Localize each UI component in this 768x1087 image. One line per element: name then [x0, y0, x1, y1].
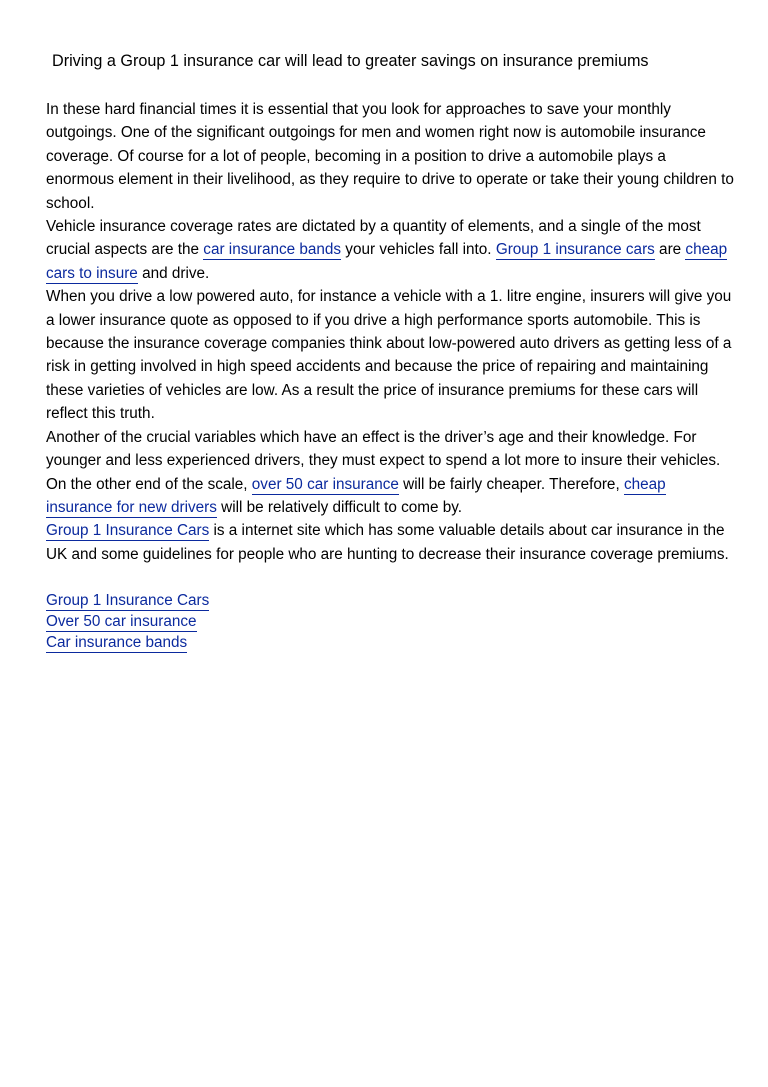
paragraph-low-powered: When you drive a low powered auto, for instance a vehicle with a 1. litre engine, insurers will give you a lower insurance quote as opposed to if you drive a high performance sports automobile. This is because the insurance coverage companies think about low-powered auto drivers as getting less of a risk in getting involved in high speed accidents and because the price of repairing and maintaining these varieties of vehicles are low. As a result the price of insurance premiums for these cars will reflect this truth. — [46, 288, 732, 423]
paragraph-rates-text-a: Vehicle insurance coverage rates are dictated by a quantity of elements, and a single of the most crucial aspects are the — [46, 218, 701, 259]
group-1-insurance-cars-site-link[interactable]: Group 1 Insurance Cars — [46, 522, 210, 540]
group-1-insurance-cars-link[interactable]: Group 1 insurance cars — [495, 241, 655, 259]
footer-link-car-insurance-bands[interactable]: Car insurance bands — [46, 633, 188, 651]
paragraph-site-text: is a internet site which has some valuable details about car insurance in the UK and some guidelines for people who are hunting to decrease their insurance coverage premiums. — [46, 522, 729, 563]
footer-link-over-50-car-insurance[interactable]: Over 50 car insurance — [46, 612, 197, 630]
paragraph-intro: In these hard financial times it is essential that you look for approaches to save your monthly outgoings. One of the significant outgoings for men and women right now is automobile insurance coverage. Of course for a lot of people, becoming in a position to drive a automobile plays a enormous element in their livelihood, as they require to drive to operate or take their young children to school. — [46, 101, 734, 212]
over-50-car-insurance-link[interactable]: over 50 car insurance — [251, 475, 399, 493]
document-body — [46, 98, 736, 653]
link-list — [46, 590, 736, 653]
paragraph-rates — [46, 215, 736, 285]
paragraph-age-text-b: will be fairly cheaper. Therefore, — [398, 475, 624, 493]
link-list-item — [46, 590, 736, 611]
link-list-item — [46, 611, 736, 632]
link-list-item — [46, 632, 736, 653]
cheap-insurance-for-new-drivers-link[interactable]: cheap insurance for new drivers — [46, 475, 666, 516]
paragraph-age-text-c: will be relatively difficult to come by. — [216, 498, 463, 516]
footer-link-group-1-insurance-cars[interactable]: Group 1 Insurance Cars — [46, 591, 210, 609]
cheap-cars-to-insure-link[interactable]: cheap cars to insure — [46, 241, 728, 282]
paragraph-rates-text-b: your vehicles fall into. — [341, 241, 496, 259]
paragraph-site — [46, 519, 736, 566]
car-insurance-bands-link[interactable]: car insurance bands — [203, 241, 342, 259]
paragraph-rates-text-c: are — [654, 241, 686, 259]
paragraph-age — [46, 426, 736, 520]
paragraph-age-text-a: Another of the crucial variables which have an effect is the driver’s age and their knowledge. For younger and less experienced drivers, they must expect to spend a lot more to insure their vehicles. On the other end of the scale, — [46, 428, 721, 493]
paragraph-rates-text-d: and drive. — [137, 264, 210, 282]
spacer — [46, 566, 736, 589]
document-title: Driving a Group 1 insurance car will lead to greater savings on insurance premiums — [52, 52, 649, 70]
